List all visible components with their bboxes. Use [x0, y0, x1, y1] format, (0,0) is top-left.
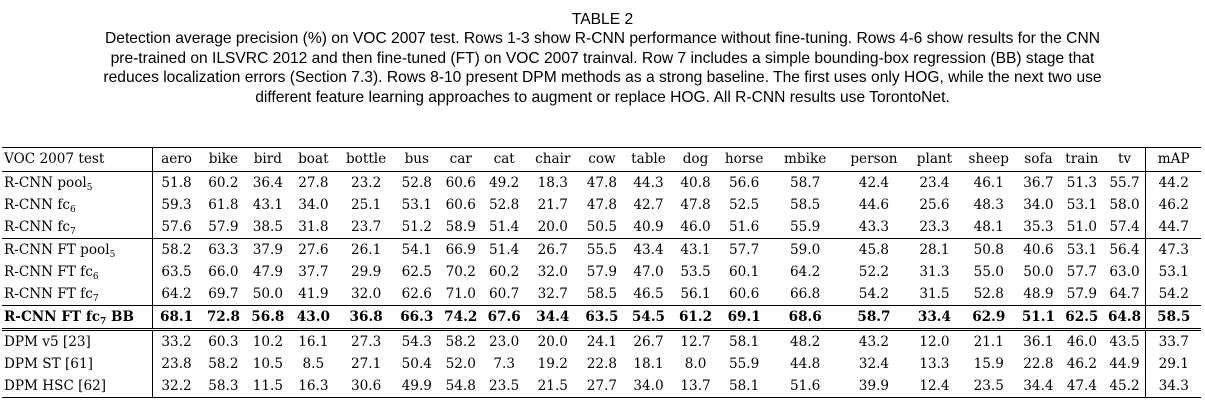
table-cell: 32.2	[152, 375, 201, 398]
table-row	[2, 375, 1201, 398]
table-cell: 51.3	[1066, 175, 1097, 191]
row-label	[2, 283, 152, 306]
table-cell: 52.5	[729, 197, 760, 213]
table-cell: 44.7	[1146, 216, 1201, 239]
column-header-bus: bus	[395, 148, 438, 172]
table-cell: 56.6	[729, 175, 760, 191]
table-cell: 38.5	[252, 219, 283, 235]
table-cell: 27.6	[290, 239, 338, 262]
column-header-car: car	[439, 148, 483, 172]
table-cell: 43.3	[858, 219, 890, 235]
table-cell: 58.7	[840, 306, 908, 330]
row-label-main: R-CNN fc	[4, 197, 70, 213]
table-cell: 56.1	[680, 286, 711, 302]
table-cell: 40.6	[1017, 239, 1060, 262]
table-cell: 12.7	[673, 330, 717, 354]
table-cell: 55.0	[973, 264, 1004, 280]
table-cell: 27.7	[580, 375, 623, 398]
table-cell: 64.2	[161, 286, 192, 302]
table-cell: 13.3	[919, 356, 950, 372]
table-cell: 26.1	[337, 239, 395, 262]
table-cell: 13.7	[673, 375, 717, 398]
table-row	[2, 330, 1201, 354]
table-cell: 44.6	[858, 197, 890, 213]
row-label	[2, 194, 152, 216]
table-cell: 60.6	[729, 286, 760, 302]
table-cell: 45.2	[1104, 375, 1146, 398]
row-label-main: R-CNN FT fc	[4, 286, 93, 302]
table-cell: 11.5	[246, 375, 289, 398]
table-cell: 29.9	[350, 264, 382, 280]
table-cell: 8.0	[684, 356, 707, 372]
row-label-subscript: 6	[69, 205, 76, 215]
table-cell: 54.2	[858, 286, 890, 302]
table-cell: 21.1	[961, 330, 1017, 354]
caption-line: reduces localization errors (Section 7.3). Rows 8-10 present DPM methods as a strong baseline. The first uses only HOG, while the next two use	[103, 69, 1102, 87]
table-cell: 53.1	[1146, 261, 1201, 283]
table-cell: 23.3	[919, 219, 950, 235]
table-cell: 50.8	[961, 239, 1017, 262]
table-title: TABLE 2	[571, 11, 634, 28]
table-cell: 52.8	[973, 286, 1004, 302]
table-cell: 32.7	[537, 286, 568, 302]
table-cell: 19.2	[537, 356, 568, 372]
table-cell: 46.5	[633, 286, 664, 302]
table-cell: 42.4	[858, 175, 890, 191]
table-cell: 55.9	[729, 356, 760, 372]
table-cell: 36.4	[252, 175, 283, 191]
table-cell: 7.3	[493, 356, 515, 372]
table-cell: 63.3	[201, 239, 247, 262]
table-cell: 68.6	[771, 306, 840, 330]
table-cell: 31.5	[919, 286, 950, 302]
table-cell: 55.9	[790, 219, 821, 235]
table-cell: 40.8	[680, 175, 711, 191]
table-cell: 44.2	[1146, 172, 1201, 195]
table-body	[2, 172, 1201, 398]
table-cell: 32.0	[537, 264, 568, 280]
table-cell: 51.2	[401, 219, 432, 235]
column-header-chair: chair	[525, 148, 580, 172]
table-cell: 50.4	[401, 356, 432, 372]
table-cell: 69.7	[208, 286, 239, 302]
column-header-plant: plant	[908, 148, 961, 172]
table-cell: 53.5	[680, 264, 711, 280]
column-header-bird: bird	[246, 148, 289, 172]
table-cell: 58.1	[718, 330, 771, 354]
row-label	[2, 216, 152, 239]
table-cell: 16.3	[290, 375, 338, 398]
table-cell: 58.5	[586, 286, 618, 302]
column-header-boat: boat	[290, 148, 338, 172]
table-cell: 27.3	[337, 330, 395, 354]
table-row	[2, 172, 1201, 195]
table-cell: 42.7	[633, 197, 664, 213]
table-cell: 54.5	[624, 306, 674, 330]
row-label-main: DPM v5 [23]	[4, 334, 91, 350]
table-cell: 74.2	[439, 306, 483, 330]
table-cell: 32.4	[858, 356, 890, 372]
column-header-table: table	[624, 148, 674, 172]
table-cell: 62.5	[401, 264, 432, 280]
column-header-bottle: bottle	[337, 148, 395, 172]
table-row	[2, 261, 1201, 283]
table-cell: 57.6	[161, 219, 192, 235]
table-cell: 33.2	[152, 330, 201, 354]
row-label	[2, 375, 152, 398]
table-cell: 69.1	[718, 306, 771, 330]
table-cell: 60.1	[729, 264, 760, 280]
table-cell: 47.9	[252, 264, 283, 280]
table-cell: 20.0	[537, 219, 568, 235]
column-header-bike: bike	[201, 148, 247, 172]
table-cell: 57.7	[1066, 264, 1097, 280]
column-header-horse: horse	[718, 148, 771, 172]
table-cell: 20.0	[525, 330, 580, 354]
table-row	[2, 353, 1201, 375]
table-cell: 58.7	[790, 175, 821, 191]
table-cell: 58.9	[445, 219, 476, 235]
table-cell: 27.1	[350, 356, 382, 372]
table-cell: 43.4	[624, 239, 674, 262]
table-cell: 50.0	[252, 286, 283, 302]
table-cell: 50.0	[1023, 264, 1054, 280]
table-cell: 48.2	[771, 330, 840, 354]
table-cell: 58.5	[1146, 306, 1201, 330]
table-cell: 16.1	[290, 330, 338, 354]
table-row	[2, 239, 1201, 262]
table-cell: 66.8	[790, 286, 821, 302]
table-cell: 23.4	[919, 175, 950, 191]
table-cell: 10.5	[252, 356, 283, 372]
table-cell: 46.0	[680, 219, 711, 235]
table-cell: 33.7	[1146, 330, 1201, 354]
table-cell: 35.3	[1023, 219, 1054, 235]
header-row	[2, 148, 1201, 172]
table-cell: 22.8	[1023, 356, 1054, 372]
table-cell: 58.3	[201, 375, 247, 398]
column-header-person: person	[840, 148, 908, 172]
table-cell: 48.1	[973, 219, 1004, 235]
results-table	[2, 147, 1201, 398]
table-cell: 23.0	[483, 330, 525, 354]
table-cell: 58.1	[718, 375, 771, 398]
table-cell: 8.5	[302, 356, 325, 372]
table-cell: 62.5	[1060, 306, 1103, 330]
table-cell: 34.4	[1017, 375, 1060, 398]
row-label-main: R-CNN pool	[4, 175, 87, 191]
table-cell: 18.3	[537, 175, 568, 191]
table-cell: 47.8	[680, 197, 711, 213]
table-cell: 18.1	[633, 356, 664, 372]
table-cell: 47.0	[633, 264, 664, 280]
table-cell: 67.6	[483, 306, 525, 330]
table-cell: 52.0	[445, 356, 476, 372]
table-cell: 44.9	[1109, 356, 1140, 372]
table-cell: 23.7	[350, 219, 382, 235]
table-cell: 32.0	[350, 286, 382, 302]
table-cell: 54.2	[1146, 283, 1201, 306]
table-cell: 23.5	[483, 375, 525, 398]
table-cell: 59.3	[161, 197, 192, 213]
table-cell: 54.1	[395, 239, 438, 262]
table-cell: 44.8	[790, 356, 821, 372]
row-label-subscript: 7	[69, 227, 76, 237]
table-cell: 58.5	[790, 197, 821, 213]
table-cell: 53.1	[1066, 197, 1097, 213]
row-label-subscript: 5	[109, 250, 116, 260]
row-label-subscript: 5	[86, 183, 93, 193]
table-cell: 60.6	[445, 175, 476, 191]
table-cell: 56.8	[246, 306, 289, 330]
table-cell: 53.1	[1060, 239, 1103, 262]
table-cell: 24.1	[580, 330, 623, 354]
table-cell: 58.2	[152, 239, 201, 262]
table-cell: 70.2	[445, 264, 476, 280]
table-cell: 43.1	[252, 197, 283, 213]
table-cell: 63.0	[1109, 264, 1140, 280]
row-label-main: R-CNN fc	[4, 219, 70, 235]
row-label-main: R-CNN FT fc	[4, 309, 100, 325]
table-cell: 57.4	[1109, 219, 1140, 235]
table-cell: 23.2	[350, 175, 382, 191]
table-cell: 62.9	[961, 306, 1017, 330]
table-cell: 60.3	[201, 330, 247, 354]
row-label-main: DPM ST [61]	[4, 356, 93, 372]
table-cell: 54.8	[439, 375, 483, 398]
table-cell: 60.6	[445, 197, 476, 213]
table-cell: 53.1	[401, 197, 432, 213]
table-cell: 10.2	[246, 330, 289, 354]
table-cell: 21.7	[537, 197, 568, 213]
table-cell: 66.3	[395, 306, 438, 330]
row-label	[2, 239, 152, 262]
table-cell: 49.9	[395, 375, 438, 398]
table-cell: 15.9	[973, 356, 1004, 372]
table-cell: 47.8	[586, 197, 618, 213]
table-cell: 23.8	[161, 356, 192, 372]
table-cell: 36.7	[1023, 175, 1054, 191]
table-cell: 51.6	[771, 375, 840, 398]
table-cell: 40.9	[633, 219, 664, 235]
table-row	[2, 216, 1201, 239]
table-cell: 47.4	[1060, 375, 1103, 398]
table-cell: 31.8	[298, 219, 329, 235]
table-cell: 50.5	[586, 219, 618, 235]
table-cell: 51.1	[1017, 306, 1060, 330]
header-label: VOC 2007 test	[2, 148, 152, 172]
column-header-mbike: mbike	[771, 148, 840, 172]
table-cell: 46.2	[1066, 356, 1097, 372]
table-cell: 47.3	[1146, 239, 1201, 262]
column-header-cow: cow	[580, 148, 623, 172]
table-cell: 37.9	[246, 239, 289, 262]
table-cell: 51.4	[489, 219, 520, 235]
table-cell: 61.8	[208, 197, 239, 213]
row-label	[2, 330, 152, 354]
table-cell: 43.2	[840, 330, 908, 354]
column-header-map: mAP	[1146, 148, 1201, 172]
table-cell: 46.2	[1146, 194, 1201, 216]
row-label	[2, 172, 152, 195]
table-cell: 58.2	[208, 356, 239, 372]
table-cell: 51.4	[483, 239, 525, 262]
table-cell: 52.8	[489, 197, 520, 213]
table-cell: 43.1	[673, 239, 717, 262]
table-cell: 61.2	[673, 306, 717, 330]
table-cell: 60.2	[489, 264, 520, 280]
table-row	[2, 283, 1201, 306]
table-cell: 54.3	[395, 330, 438, 354]
table-cell: 66.0	[208, 264, 239, 280]
row-label-main: R-CNN FT fc	[4, 264, 93, 280]
table-cell: 25.6	[919, 197, 950, 213]
table-cell: 43.5	[1104, 330, 1146, 354]
table-cell: 27.8	[298, 175, 329, 191]
row-label-subscript: 7	[99, 317, 107, 327]
row-label-main: DPM HSC [62]	[4, 378, 107, 394]
column-header-aero: aero	[152, 148, 201, 172]
table-cell: 60.7	[489, 286, 520, 302]
row-label	[2, 261, 152, 283]
row-label-main: R-CNN FT pool	[4, 242, 110, 258]
table-cell: 58.2	[439, 330, 483, 354]
table-cell: 49.2	[489, 175, 520, 191]
table-cell: 45.8	[840, 239, 908, 262]
column-header-sheep: sheep	[961, 148, 1017, 172]
table-cell: 51.6	[729, 219, 760, 235]
caption-line: different feature learning approaches to augment or replace HOG. All R-CNN results use TorontoNet.	[255, 88, 950, 106]
column-header-cat: cat	[483, 148, 525, 172]
table-cell: 37.7	[298, 264, 329, 280]
row-label	[2, 353, 152, 375]
table-cell: 64.8	[1104, 306, 1146, 330]
table-cell: 64.7	[1109, 286, 1140, 302]
table-cell: 57.9	[208, 219, 239, 235]
row-label-suffix: BB	[106, 309, 134, 325]
table-cell: 52.2	[858, 264, 890, 280]
table-cell: 57.7	[718, 239, 771, 262]
table-cell: 63.5	[161, 264, 192, 280]
table-cell: 31.3	[919, 264, 950, 280]
table-cell: 22.8	[586, 356, 618, 372]
table-cell: 46.0	[1060, 330, 1103, 354]
table-cell: 34.0	[624, 375, 674, 398]
table-cell: 59.0	[771, 239, 840, 262]
table-cell: 29.1	[1146, 353, 1201, 375]
row-label-subscript: 6	[92, 272, 99, 282]
table-cell: 72.8	[201, 306, 247, 330]
table-row	[2, 194, 1201, 216]
table-cell: 41.9	[298, 286, 329, 302]
row-label	[2, 306, 152, 330]
column-header-dog: dog	[673, 148, 717, 172]
table-cell: 60.2	[208, 175, 239, 191]
table-cell: 52.8	[401, 175, 432, 191]
table-cell: 64.2	[790, 264, 821, 280]
table-cell: 57.9	[1066, 286, 1097, 302]
table-cell: 36.1	[1017, 330, 1060, 354]
table-cell: 30.6	[337, 375, 395, 398]
table-cell: 63.5	[580, 306, 623, 330]
table-cell: 34.0	[298, 197, 329, 213]
table-cell: 21.5	[525, 375, 580, 398]
table-cell: 58.0	[1109, 197, 1140, 213]
table-cell: 25.1	[350, 197, 382, 213]
table-row	[2, 306, 1201, 330]
caption-line: pre-trained on ILSVRC 2012 and then fine-tuned (FT) on VOC 2007 trainval. Row 7 includes a simple bounding-box regression (BB) stage that	[110, 49, 1095, 67]
table-cell: 66.9	[439, 239, 483, 262]
table-cell: 71.0	[445, 286, 476, 302]
table-cell: 44.3	[633, 175, 664, 191]
table-cell: 34.0	[1023, 197, 1054, 213]
caption-line: Detection average precision (%) on VOC 2007 test. Rows 1-3 show R-CNN performance without fine-tuning. Rows 4-6 show results for the CNN	[105, 30, 1100, 48]
row-label-subscript: 7	[92, 294, 99, 304]
table-cell: 12.0	[908, 330, 961, 354]
table-cell: 39.9	[840, 375, 908, 398]
table-cell: 33.4	[908, 306, 961, 330]
table-cell: 48.9	[1023, 286, 1054, 302]
table-cell: 68.1	[152, 306, 201, 330]
column-header-sofa: sofa	[1017, 148, 1060, 172]
column-header-tv: tv	[1104, 148, 1146, 172]
table-cell: 62.6	[401, 286, 432, 302]
table-cell: 46.1	[973, 175, 1004, 191]
table-cell: 23.5	[961, 375, 1017, 398]
table-cell: 51.0	[1066, 219, 1097, 235]
table-cell: 28.1	[908, 239, 961, 262]
table-cell: 26.7	[525, 239, 580, 262]
table-cell: 51.8	[161, 175, 192, 191]
table-cell: 34.4	[525, 306, 580, 330]
table-cell: 55.5	[580, 239, 623, 262]
table-cell: 36.8	[337, 306, 395, 330]
column-header-train: train	[1060, 148, 1103, 172]
table-cell: 12.4	[908, 375, 961, 398]
table-cell: 43.0	[290, 306, 338, 330]
table-cell: 56.4	[1104, 239, 1146, 262]
table-caption	[0, 10, 1205, 107]
table-cell: 55.7	[1109, 175, 1140, 191]
table-cell: 47.8	[586, 175, 618, 191]
table-cell: 26.7	[624, 330, 674, 354]
table-cell: 57.9	[586, 264, 618, 280]
table-cell: 34.3	[1146, 375, 1201, 398]
table-cell: 48.3	[973, 197, 1004, 213]
